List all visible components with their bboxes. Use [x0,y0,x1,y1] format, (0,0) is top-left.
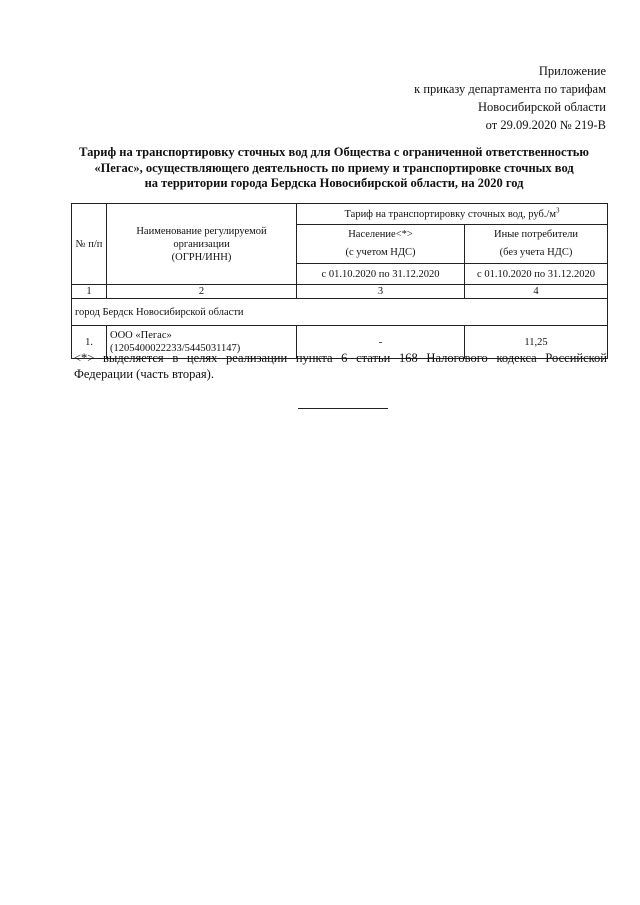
org-ids: (1205400022233/5445031147) [110,343,241,354]
table-header-row [72,204,608,225]
appendix-line: от 29.09.2020 № 219-В [485,118,606,132]
footnote-line: <*> выделяется в целях реализации пункта 6 статьи 168 Налогового кодекса Российской [74,351,607,365]
period-cell: с 01.10.2020 по 31.12.2020 [465,264,608,285]
tariff-header-cell [297,204,608,225]
name-header-line: (ОГРН/ИНН) [171,251,232,263]
other-value-cell: 11,25 [465,326,608,359]
other-header-text: Иные потребители [494,229,578,240]
column-number-row [72,285,608,299]
name-header-cell [107,204,297,285]
column-number-cell: 2 [107,285,297,299]
region-cell: город Бердск Новосибирской области [72,299,608,326]
column-number-cell: 4 [465,285,608,299]
population-header-sub: (с учетом НДС) [345,247,416,258]
region-row [72,299,608,326]
tariff-header-sup: 3 [556,206,560,214]
name-header-line: Наименование регулируемой [136,225,267,237]
appendix-block [414,62,606,134]
appendix-line: Новосибирской области [477,100,606,114]
population-header-cell [297,225,465,264]
num-header-cell [72,204,107,285]
other-header-sub: (без учета НДС) [499,247,573,258]
row-number-cell: 1. [72,326,107,359]
document-title [60,145,608,192]
tariff-table [71,203,608,359]
column-number-cell: 1 [72,285,107,299]
tariff-header-text: Тариф на транспортировку сточных вод, руб./м [344,208,556,220]
name-header-line: организации [173,238,230,250]
period-cell: с 01.10.2020 по 31.12.2020 [297,264,465,285]
population-header-text: Население<*> [348,229,413,240]
footnote-line: Федерации (часть вторая). [74,367,214,381]
other-header-cell [465,225,608,264]
population-value-cell: - [297,326,465,359]
closing-rule [298,408,388,409]
footnote [74,350,607,382]
num-header-text: № п/п [75,238,103,250]
title-line: на территории города Бердска Новосибирской области, на 2020 год [144,176,524,190]
column-number-cell: 3 [297,285,465,299]
org-name: ООО «Пегас» [110,330,172,341]
appendix-line: Приложение [538,64,606,78]
title-line: Тариф на транспортировку сточных вод для Общества с ограниченной ответственностью [79,145,589,159]
title-line: «Пегас», осуществляющего деятельность по приему и транспортировке сточных вод [94,160,574,175]
appendix-line: к приказу департамента по тарифам [414,82,606,96]
